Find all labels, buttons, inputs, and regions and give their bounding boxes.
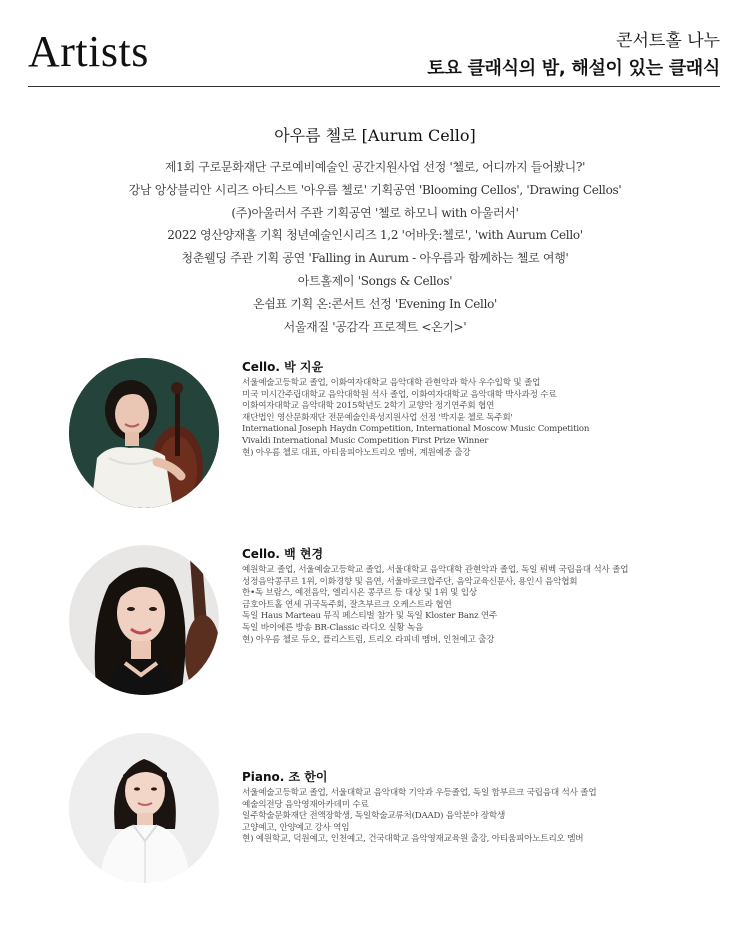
ensemble-history-item: 아트홀제이 'Songs & Cellos' xyxy=(297,273,453,288)
header-right xyxy=(427,30,720,82)
artist-bio-item: Vivaldi International Music Competition First Prize Winner xyxy=(242,435,489,446)
artist-photo xyxy=(69,358,219,508)
ensemble-history-item: 제1회 구로문화재단 구로예비예술인 공간지원사업 선정 '첼로, 어디까지 들어봤니?' xyxy=(164,160,586,174)
ensemble-history-item: 2022 영산양재홀 기획 청년예술인시리즈 1,2 '어바웃:첼로', 'with Aurum Cello' xyxy=(167,228,583,243)
ensemble-history-item: 온쉼표 기획 온:콘서트 선정 'Evening In Cello' xyxy=(252,296,498,311)
artist-card xyxy=(69,733,709,883)
artist-bio-item: 예술의전당 음악영재아카데미 수료 xyxy=(242,799,369,810)
ensemble-history-item: 서울재질 '공감각 프로젝트 <온기>' xyxy=(283,319,467,334)
artist-info xyxy=(242,358,589,459)
venue-name: 콘서트홀 나누 xyxy=(616,31,720,51)
artist-bio-item: 예원학교 졸업, 서울예술고등학교 졸업, 서울대학교 음악대학 관현악과 졸업, 독일 뤼벡 국립음대 석사 졸업 xyxy=(242,565,629,575)
artist-info xyxy=(242,545,628,646)
artist-bio-item: 현) 아우름 첼로 듀오, 플리스트림, 트리오 라피네 멤버, 인천예고 출강 xyxy=(242,634,495,645)
artist-bio-item: 현) 예원학교, 덕원예고, 인천예고, 건국대학교 음악영재교육원 출강, 아티움피아노트리오 멤버 xyxy=(242,834,584,845)
artist-name: Cello. 박 지윤 xyxy=(242,360,324,374)
ensemble-section xyxy=(0,123,750,338)
artist-bio-item: 재단법인 영산문화재단 전문예술인육성지원사업 선정 '박지윤 첼로 독주회' xyxy=(242,412,513,423)
artist-bio-item: 독일 바이에른 방송 BR-Classic 라디오 실황 녹음 xyxy=(242,622,424,633)
artist-photo xyxy=(69,545,219,695)
artist-name: Cello. 백 현경 xyxy=(242,547,324,561)
artist-bio-item: 서울예술고등학교 졸업, 서울대학교 음악대학 기악과 우등졸업, 독일 함부르크 국립음대 석사 졸업 xyxy=(242,788,597,798)
artist-photo xyxy=(69,733,219,883)
artist-bio-item: 일주학술문화재단 전액장학생, 독일학술교류처(DAAD) 음악분야 장학생 xyxy=(242,811,506,822)
artist-bio-item: 미국 미시간주립대학교 음악대학원 석사 졸업, 이화여자대학교 음악대학 박사과정 수료 xyxy=(242,389,557,400)
artist-bio-item: 독일 Haus Marteau 뮤직 페스티벌 참가 및 독일 Kloster Banz 연주 xyxy=(242,611,498,622)
artist-bio-item: 성정음악콩쿠르 1위, 이화경향 및 음연, 서울바로크합주단, 음악교육신문사, 용인시 음악협회 xyxy=(242,576,578,587)
artist-name: Piano. 조 한이 xyxy=(242,770,328,784)
artist-bio-item: 서울예술고등학교 졸업, 이화여자대학교 음악대학 관현악과 학사 우수입학 및 졸업 xyxy=(242,378,541,388)
artist-bio-item: 현) 아우름 첼로 대표, 아티움피아노트리오 멤버, 계원예중 출강 xyxy=(242,447,471,458)
artist-bio-item: 금호아트홀 연세 귀국독주회, 잘츠부르크 오케스트라 협연 xyxy=(242,599,452,610)
artist-bio-item: 한•독 브람스, 예전음악, 엘리시온 콩쿠르 등 대상 및 1위 및 입상 xyxy=(242,588,477,599)
ensemble-history-item: 강남 앙상블리안 시리즈 아티스트 '아우름 첼로' 기획공연 'Blooming Cellos', 'Drawing Cellos' xyxy=(128,182,622,197)
ensemble-history-item: (주)아울러서 주관 기획공연 '첼로 하모니 with 아울러서' xyxy=(231,205,519,220)
program-title: 토요 클래식의 밤, 해설이 있는 클래식 xyxy=(427,58,720,79)
artist-card xyxy=(69,358,709,508)
ensemble-history-item: 청춘웰딩 주관 기획 공연 'Falling in Aurum - 아우름과 함께하는 첼로 여행' xyxy=(181,251,569,266)
artist-bio-item: 이화여자대학교 음악대학 2015학년도 2학기 교향악 정기연주회 협연 xyxy=(242,401,495,412)
ensemble-name: 아우름 첼로 [Aurum Cello] xyxy=(274,126,476,145)
artist-info xyxy=(242,768,596,846)
artist-bio-item: International Joseph Haydn Competition, International Moscow Music Competition xyxy=(242,424,590,435)
header-divider xyxy=(28,86,720,87)
artist-card xyxy=(69,545,709,695)
artist-bio-item: 고양예고, 안양예고 강사 역임 xyxy=(242,822,350,833)
page-title: Artists xyxy=(28,27,149,76)
